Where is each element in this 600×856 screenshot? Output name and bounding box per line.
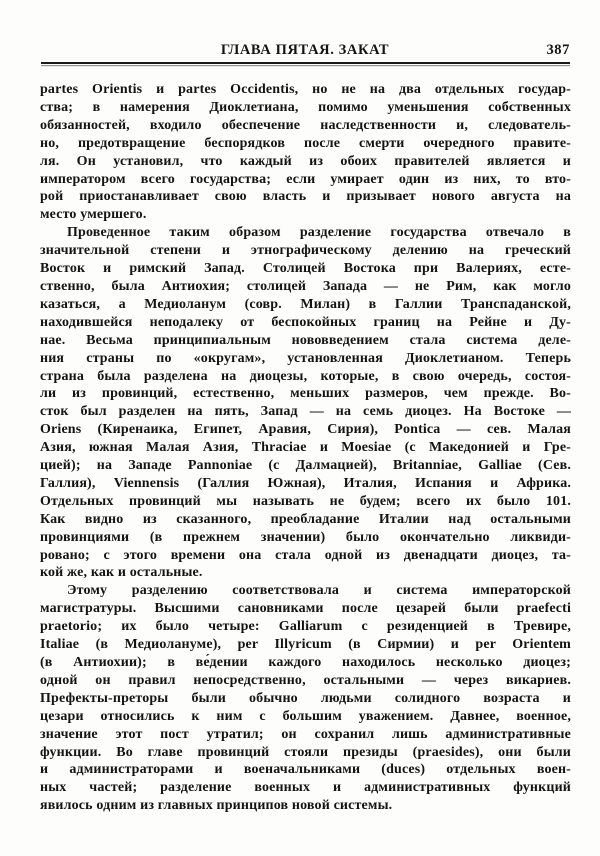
text-line: значительной степени и этнографическому делению на греческий [40,243,571,259]
text-line: кой же, как и остальные. [40,565,203,581]
text-line: Азия, южная Малая Азия, Thraciae и Moesiae (с Македонией и Гре- [40,440,571,456]
text-line: провинциями (в прежнем значении) было окончательно ликвиди- [40,529,571,545]
text-line: (в Антиохии); в ве́дении каждого находилось несколько диоцез; [40,655,571,670]
text-line: Проведенное таким образом разделение государства отвечало в [67,225,571,241]
text-line: место умершего. [40,207,147,223]
text-line: Italiae (в Медиолануме), per Illyricum (в Сирмии) и per Orientem [40,637,571,653]
header-rule [41,62,570,65]
text-line: Префекты-преторы были обычно людьми солидного возраста и [40,690,571,706]
text-line: Галлия), Viennensis (Галлия Южная), Италия, Испания и Африка. [40,475,571,491]
text-line: ственно, была Антиохия; столицей Запада — не Рим, как могло [40,278,571,294]
text-line: но, предотвращение беспорядков после смерти очередного правите- [40,135,571,151]
text-line: обязанностей, входило обеспечение наследственности и, следователь- [40,117,571,133]
page-number: 387 [546,42,570,58]
text-line: рой приостанавливает свою власть и призывает нового августа на [40,189,571,205]
chapter-title: ГЛАВА ПЯТАЯ. ЗАКАТ [220,42,390,58]
text-line: ля. Он установил, что каждый из обоих правителей является и [40,153,571,169]
text-line: ния страны по «округам», установленная Диоклетианом. Теперь [40,350,571,366]
text-line: Oriens (Киренаика, Египет, Аравия, Сирия), Pontica — сев. Малая [40,422,571,438]
text-line: и администраторами и военачальниками (duces) отдельных воен- [40,762,571,778]
paragraph [40,582,571,815]
text-line: страна была разделена на диоцезы, которые, в свою очередь, состоя- [40,368,571,384]
body-text [40,81,571,815]
text-line: нае. Весьма принципиальным нововведением стала система деле- [40,332,571,348]
text-line: находившейся неподалеку от беспокойных границ на Рейне и Ду- [40,314,571,330]
text-line: ства; в намерения Диоклетиана, помимо уменьшения собственных [40,99,571,115]
paragraph [40,81,571,224]
text-line: сток был разделен на пять, Запад — на семь диоцез. На Востоке — [40,404,571,420]
text-line: Отдельных провинций мы называть не будем; всего их было 101. [40,493,571,509]
text-line: Как видно из сказанного, преобладание Италии над остальными [40,511,571,527]
text-line: ровано; с этого времени она стала одной из двенадцати диоцез, та- [40,547,571,563]
text-line: цией); на Западе Pannoniae (с Далмацией), Britanniae, Galliae (Сев. [40,458,571,474]
text-line: явилось одним из главных принципов новой системы. [40,798,393,814]
text-line: ных частей; разделение военных и административных функций [40,780,571,796]
text-line: ли из провинций, естественно, меньших размеров, чем прежде. Во- [40,386,571,402]
page-header [40,42,570,59]
paragraph [40,224,571,582]
text-line: казаться, а Медиоланум (совр. Милан) в Галлии Транспаданской, [40,296,571,312]
text-line: значение этот пост утратил; он сохранил лишь административные [40,726,571,742]
text-line: императором всего государства; если умирает один из них, то вто- [40,171,571,187]
text-line: Восток и римский Запад. Столицей Востока при Валериях, есте- [40,261,571,277]
text-line: цезари относились к ним с большим уважением. Давнее, военное, [40,708,571,724]
text-line: partes Orientis и partes Occidentis, но не на два отдельных государ- [40,82,571,97]
text-line: функции. Во главе провинций стояли президы (praesides), они были [40,744,571,760]
text-line: praetorio; их было четыре: Galliarum с резиденцией в Тревире, [40,619,571,635]
text-line: Этому разделению соответствовала и система императорской [67,583,571,599]
text-line: одной он правил непосредственно, остальными — через викариев. [40,672,571,688]
text-line: магистратуры. Высшими сановниками после цезарей были praefecti [40,601,571,617]
